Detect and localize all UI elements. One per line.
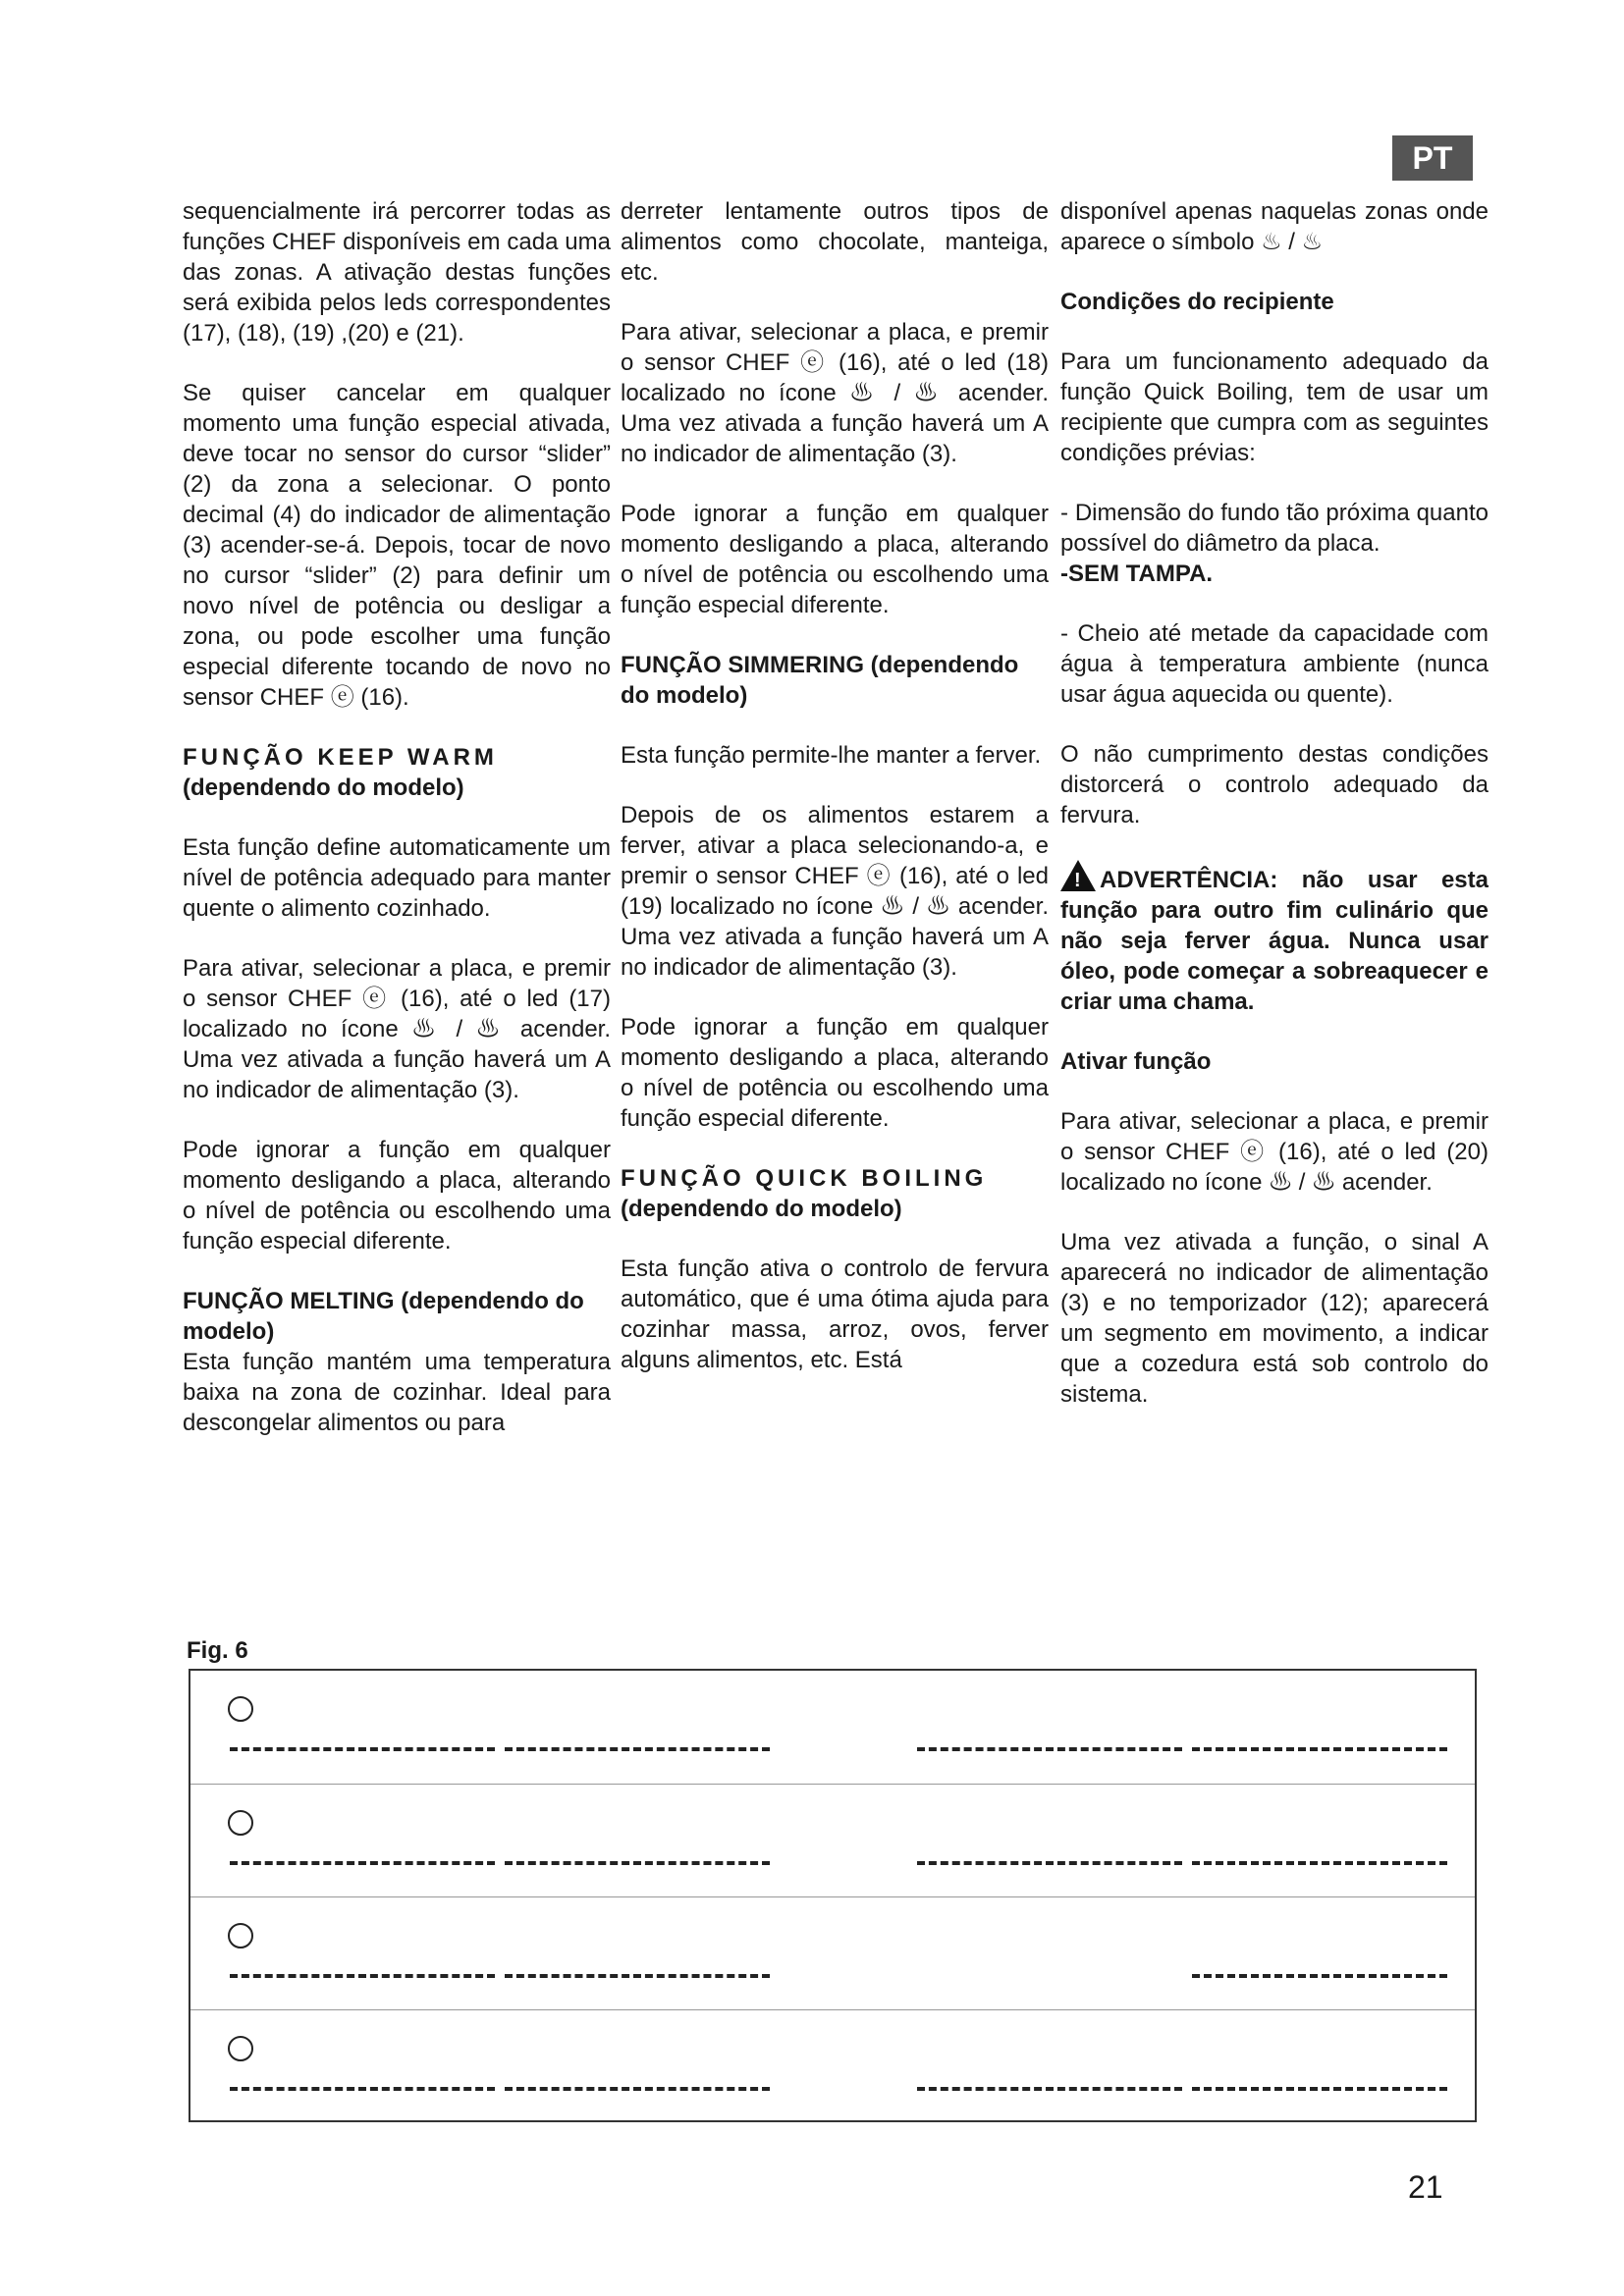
slider [230,1747,495,1751]
panel-row [190,1896,1475,2005]
slider [230,1861,495,1865]
list-item: -SEM TAMPA. [1060,561,1214,587]
heading-simmering: FUNÇÃO SIMMERING (dependendo do modelo) [621,652,1019,709]
heading-activate: Ativar função [1060,1048,1212,1075]
slider [917,1861,1182,1865]
slider [505,1747,770,1751]
paragraph: Para ativar, selecionar a placa, e premir o sensor CHEF ⓔ (16), até o led (18) localizado no ícone ♨ / ♨ acender. Uma vez ativada a função haverá um A no indicador de alimentação (3). [621,319,1049,467]
paragraph: Depois de os alimentos estarem a ferver, ativar a placa selecionando-a, e premir o sensor CHEF ⓔ (16), até o led (19) localizado no ícone ♨ / ♨ acender. Uma vez ativada a função haverá um A no indicador de alimentação (3). [621,802,1049,981]
figure-6-control-panels [189,1669,1477,2122]
slider [917,1747,1182,1751]
panel-row [190,2009,1475,2118]
power-icon [228,1810,253,1836]
heading-melting: FUNÇÃO MELTING (dependendo do modelo) [183,1288,584,1345]
paragraph: sequencialmente irá percorrer todas as funções CHEF disponíveis em cada uma das zonas. A ativação destas funções será exibida pelos leds correspondentes (17), (18), (19) ,(20) e (21). [183,198,611,347]
language-badge: PT [1392,135,1473,181]
slider [505,2087,770,2091]
page-number: 21 [1408,2169,1443,2205]
slider [1192,1861,1447,1865]
heading-keep-warm: FUNÇÃO KEEP WARM [183,744,498,771]
warning-icon [1060,860,1096,891]
panel-row [190,1784,1475,1893]
paragraph: Para um funcionamento adequado da função Quick Boiling, tem de usar um recipiente que cumpra com as seguintes condições prévias: [1060,348,1489,466]
figure-label: Fig. 6 [187,1637,248,1664]
paragraph: Se quiser cancelar em qualquer momento uma função especial ativada, deve tocar no sensor do cursor “slider” (2) da zona a selecionar. O ponto decimal (4) do indicador de alimentação (3) acender-se-á. Depois, tocar de novo no cursor “slider” (2) para definir um novo nível de potência ou desligar a zona, ou pode escolher uma função especial diferente tocando de novo no sensor CHEF ⓔ (16). [183,380,611,711]
paragraph: Para ativar, selecionar a placa, e premir o sensor CHEF ⓔ (16), até o led (17) localizado no ícone ♨ / ♨ acender. Uma vez ativada a função haverá um A no indicador de alimentação (3). [183,955,611,1103]
heading-quick-boiling-sub: (dependendo do modelo) [621,1196,902,1222]
paragraph: O não cumprimento destas condições distorcerá o controlo adequado da fervura. [1060,741,1489,828]
slider [505,1974,770,1978]
slider [505,1861,770,1865]
paragraph: Pode ignorar a função em qualquer momento desligando a placa, alterando o nível de potência ou escolhendo uma função especial diferente. [621,501,1049,618]
slider [1192,1747,1447,1751]
paragraph: Pode ignorar a função em qualquer momento desligando a placa, alterando o nível de potência ou escolhendo uma função especial diferente. [621,1014,1049,1132]
power-icon [228,1696,253,1722]
power-icon [228,2036,253,2061]
warning [1060,860,1489,1017]
paragraph: Uma vez ativada a função, o sinal A aparecerá no indicador de alimentação (3) e no temporizador (12); aparecerá um segmento em movimento, a indicar que a cozedura está sob controlo do sistema. [1060,1229,1489,1408]
paragraph: Esta função permite-lhe manter a ferver. [621,742,1042,769]
slider [1192,1974,1447,1978]
heading-quick-boiling: FUNÇÃO QUICK BOILING [621,1165,988,1192]
paragraph: disponível apenas naquelas zonas onde aparece o símbolo ♨ / ♨ [1060,198,1489,255]
list-item: - Dimensão do fundo tão próxima quanto possível do diâmetro da placa. [1060,500,1489,557]
heading-keep-warm-sub: (dependendo do modelo) [183,774,464,801]
slider [917,2087,1182,2091]
panel-row [190,1671,1475,1779]
paragraph: Esta função mantém uma temperatura baixa na zona de cozinhar. Ideal para descongelar alimentos ou para [183,1349,611,1436]
paragraph: Esta função define automaticamente um nível de potência adequado para manter quente o alimento cozinhado. [183,834,611,922]
paragraph: derreter lentamente outros tipos de alimentos como chocolate, manteiga, etc. [621,198,1049,286]
paragraph: Para ativar, selecionar a placa, e premir o sensor CHEF ⓔ (16), até o led (20) localizado no ícone ♨ / ♨ acender. [1060,1108,1489,1196]
slider [1192,2087,1447,2091]
heading-conditions: Condições do recipiente [1060,289,1334,315]
power-icon [228,1923,253,1949]
column-2 [621,196,1049,1405]
warning-text: ADVERTÊNCIA: não usar esta função para outro fim culinário que não seja ferver água. Nunca usar óleo, pode começar a sobreaquecer e criar uma chama. [1060,867,1489,1015]
slider [230,1974,495,1978]
paragraph: Pode ignorar a função em qualquer momento desligando a placa, alterando o nível de potência ou escolhendo uma função especial diferente. [183,1137,611,1255]
column-3 [1060,196,1489,1439]
slider [230,2087,495,2091]
list-item: - Cheio até metade da capacidade com água à temperatura ambiente (nunca usar água aquecida ou quente). [1060,620,1489,708]
paragraph: Esta função ativa o controlo de fervura automático, que é uma ótima ajuda para cozinhar massa, arroz, ovos, ferver alguns alimentos, etc. Está [621,1255,1049,1373]
column-1 [183,196,611,1468]
